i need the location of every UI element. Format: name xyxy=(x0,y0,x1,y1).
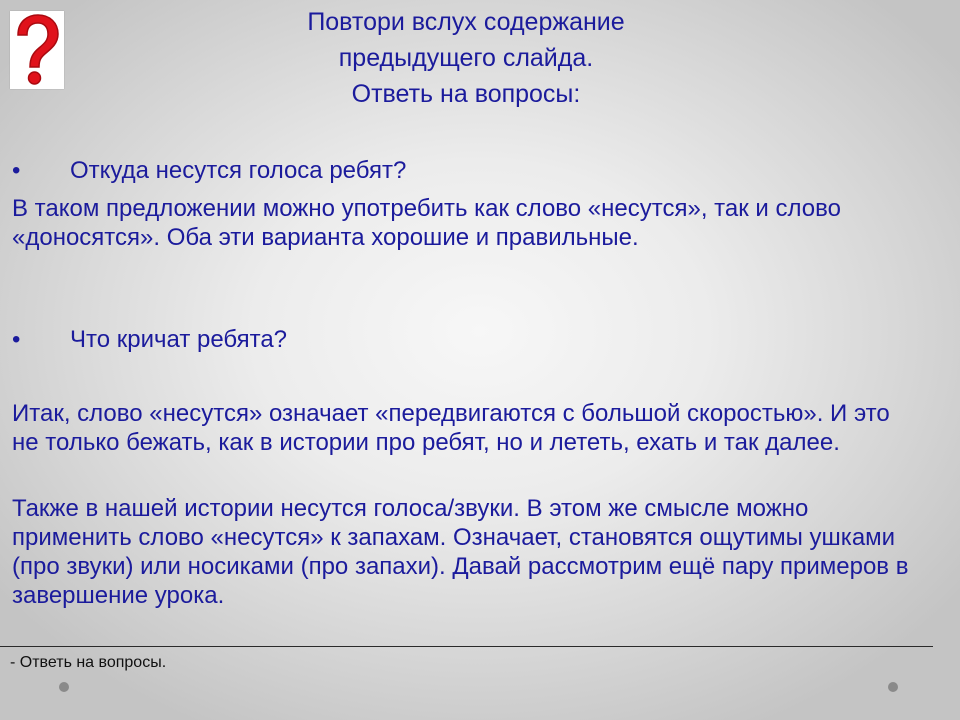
explanation-paragraph-2: Также в нашей истории несутся голоса/звуки. В этом же смысле можно применить слово «несутся» к запахам. Означает, становятся ощутимы ушками (про звуки) или носиками (про запахи). Давай рассмотрим ещё пару примеров в завершение урока. xyxy=(12,495,909,609)
question-text-1: Откуда несутся голоса ребят? xyxy=(70,157,407,184)
footer-note: - Ответь на вопросы. xyxy=(10,654,167,671)
answer-paragraph-1: В таком предложении можно употребить как слово «несутся», так и слово «доносятся». Оба эти варианта хорошие и правильные. xyxy=(12,195,841,251)
footer-divider xyxy=(0,646,933,647)
explanation-paragraph-1: Итак, слово «несутся» означает «передвигаются с большой скоростью». И это не только бежать, как в истории про ребят, но и лететь, ехать и так далее. xyxy=(12,400,890,456)
bullet-icon: • xyxy=(12,157,21,184)
nav-dot-right-icon xyxy=(888,682,898,692)
question-text-2: Что кричат ребята? xyxy=(70,326,288,353)
slide-title xyxy=(200,4,732,112)
title-line-3: Ответь на вопросы: xyxy=(351,80,581,108)
question-item-2 xyxy=(12,325,287,354)
question-mark-icon xyxy=(10,11,64,89)
title-line-1: Повтори вслух содержание xyxy=(307,8,625,36)
question-item-1 xyxy=(12,156,406,185)
bullet-icon: • xyxy=(12,326,21,353)
title-line-2: предыдущего слайда. xyxy=(338,44,594,72)
nav-dot-left-icon xyxy=(59,682,69,692)
